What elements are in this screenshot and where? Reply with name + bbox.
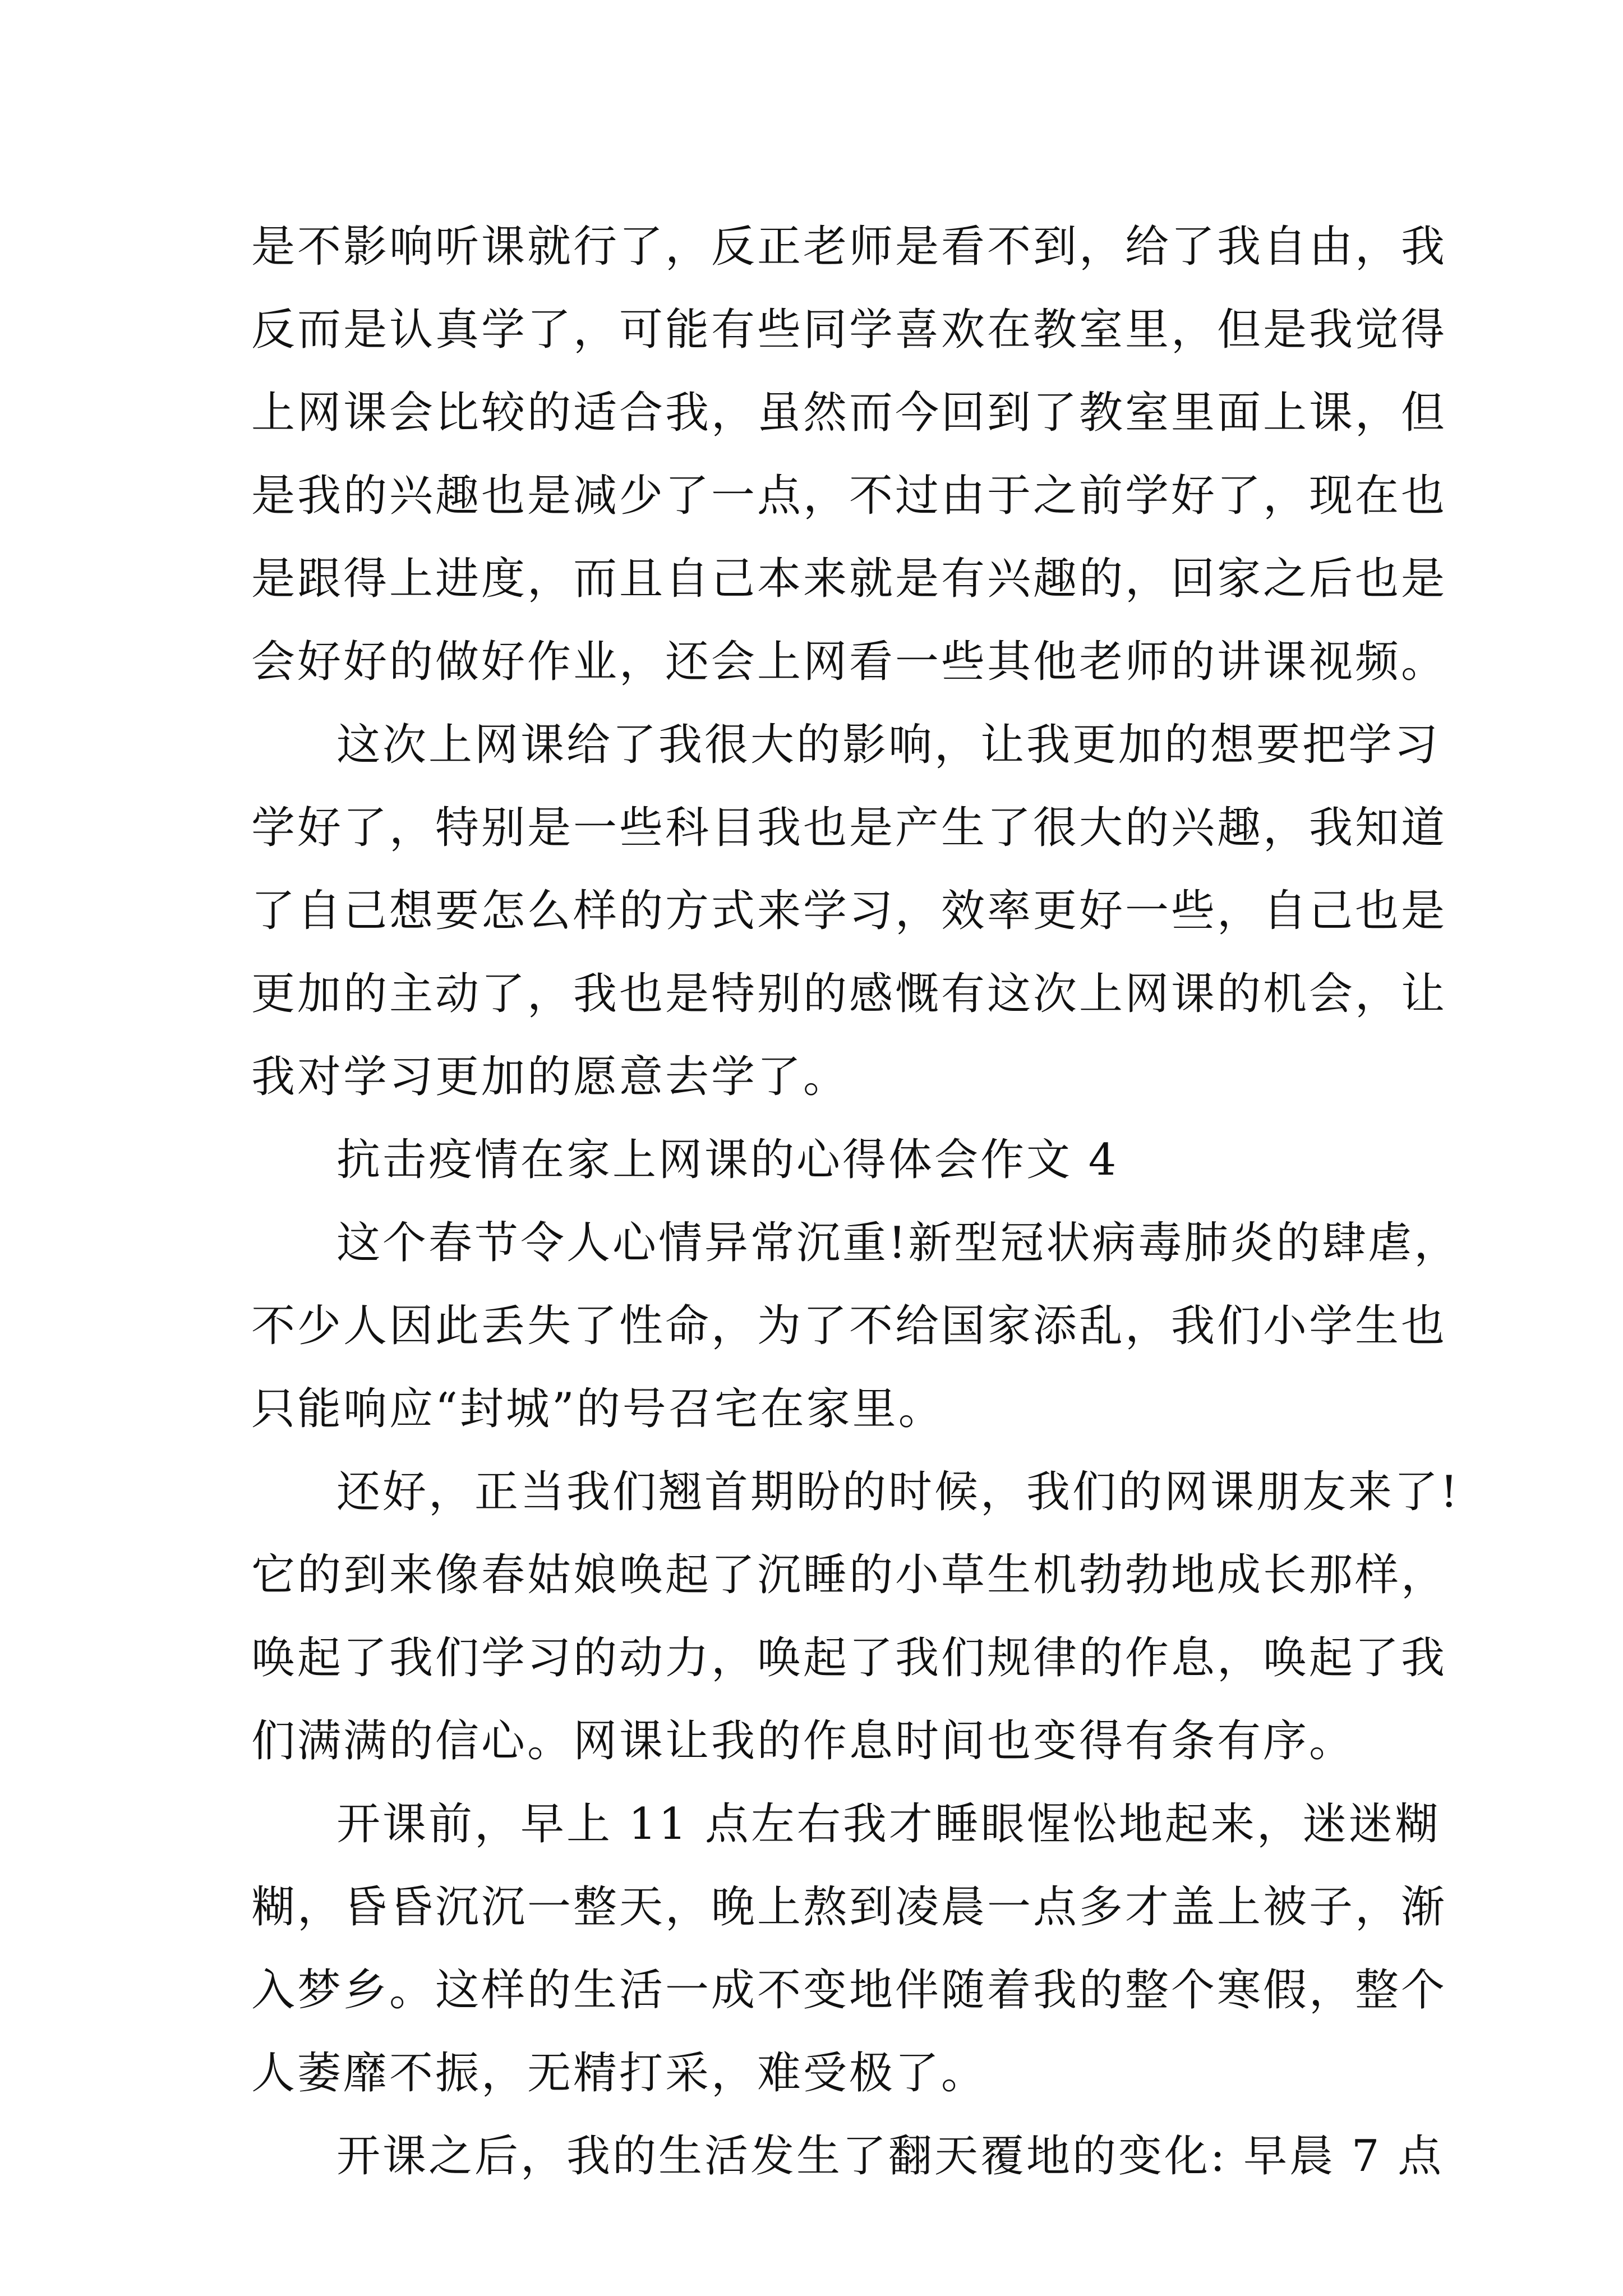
text-line: 入梦乡。这样的生活一成不变地伴随着我的整个寒假，整个 [251, 1965, 1447, 2016]
text-line: 它的到来像春姑娘唤起了沉睡的小草生机勃勃地成长那样， [251, 1550, 1447, 1600]
paragraph-start-line: 还好，正当我们翘首期盼的时候，我们的网课朋友来了! [336, 1467, 1460, 1517]
section-heading: 抗击疫情在家上网课的心得体会作文 4 [336, 1135, 1119, 1185]
text-line: 上网课会比较的适合我，虽然而今回到了教室里面上课，但 [251, 388, 1447, 438]
text-line: 会好好的做好作业，还会上网看一些其他老师的讲课视频。 [251, 637, 1447, 687]
text-line: 更加的主动了，我也是特别的感慨有这次上网课的机会，让 [251, 969, 1447, 1019]
text-line: 不少人因此丢失了性命，为了不给国家添乱，我们小学生也 [251, 1301, 1447, 1351]
text-line: 人萎靡不振，无精打采，难受极了。 [251, 2048, 988, 2099]
paragraph-start-line: 这个春节令人心情异常沉重!新型冠状病毒肺炎的肆虐， [336, 1218, 1460, 1268]
text-line: 了自己想要怎么样的方式来学习，效率更好一些，自己也是 [251, 886, 1447, 936]
text-line: 们满满的信心。网课让我的作息时间也变得有条有序。 [251, 1716, 1355, 1766]
text-line: 我对学习更加的愿意去学了。 [251, 1052, 850, 1102]
text-line: 学好了，特别是一些科目我也是产生了很大的兴趣，我知道 [251, 803, 1447, 853]
paragraph-start-line: 这次上网课给了我很大的影响，让我更加的想要把学习 [336, 720, 1441, 770]
text-line: 糊，昏昏沉沉一整天，晚上熬到凌晨一点多才盖上被子，渐 [251, 1882, 1447, 1932]
paragraph-start-line: 开课前，早上 11 点左右我才睡眼惺忪地起来，迷迷糊 [336, 1799, 1441, 1849]
paragraph-start-line: 开课之后，我的生活发生了翻天覆地的变化: 早晨 7 点 [336, 2131, 1444, 2182]
text-line: 是跟得上进度，而且自己本来就是有兴趣的，回家之后也是 [251, 554, 1447, 604]
text-line: 唤起了我们学习的动力，唤起了我们规律的作息，唤起了我 [251, 1633, 1447, 1683]
text-line: 反而是认真学了，可能有些同学喜欢在教室里，但是我觉得 [251, 305, 1447, 355]
text-line: 是不影响听课就行了，反正老师是看不到，给了我自由，我 [251, 222, 1447, 272]
text-line: 是我的兴趣也是减少了一点，不过由于之前学好了，现在也 [251, 471, 1447, 521]
text-line: 只能响应“封城”的号召宅在家里。 [251, 1384, 944, 1434]
